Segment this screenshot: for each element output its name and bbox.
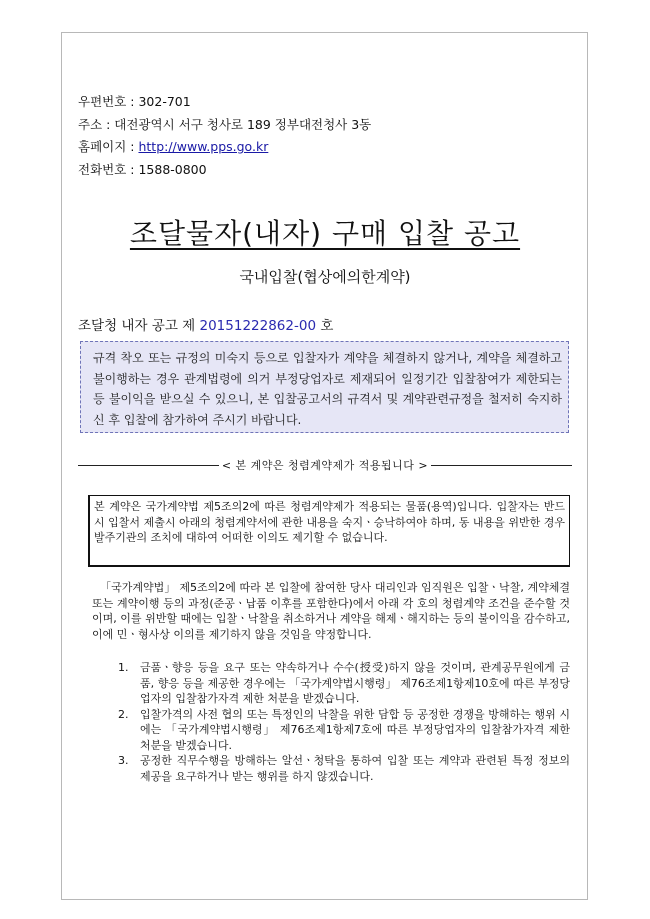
notice-number-value: 20151222862-00 [199, 318, 317, 334]
notice-suffix: 호 [316, 318, 334, 334]
homepage [78, 136, 371, 159]
integrity-header [78, 458, 572, 472]
warning-box: 규격 착오 또는 규정의 미숙지 등으로 입찰자가 계약을 체결하지 않거나, 계약을 체결하고 불이행하는 경우 관계법령에 의거 부정당업자로 제재되어 일정기간 입찰참여가 제한되는 등 불이익을 받으실 수 있으니, 본 입찰공고서의 규격서 및 계약관련규정을 철저히 숙지하신 후 입찰에 참가하여 주시기 바랍니다. [80, 341, 569, 433]
page-subtitle: 국내입찰(협상에의한계약) [239, 268, 411, 286]
list-item: 2. 입찰가격의 사전 협의 또는 특정인의 낙찰을 위한 담합 등 공정한 경쟁을 방해하는 행위 시에는 「국가계약법시행령」 제76조제1항제7호에 따른 부정당업자의 입찰참가자격 제한 처분을 받겠습니다. [118, 707, 570, 752]
notice-prefix: 조달청 내자 공고 제 [78, 318, 200, 334]
integrity-pledge: 「국가계약법」 제5조의2에 따라 본 입찰에 참여한 당사 대리인과 임직원은 입찰ㆍ낙찰, 계약체결 또는 계약이행 등의 과정(준공ㆍ납품 이후를 포함한다)에서 아래 각 호의 청렴계약 조건을 준수할 것이며, 이를 위반할 때에는 입찰ㆍ낙찰을 취소하거나 계약을 해제ㆍ해지하는 등의 불이익을 감수하고, 이에 민ㆍ형사상 이의를 제기하지 않을 것임을 약정합니다. [92, 581, 570, 641]
integrity-header-text: < 본 계약은 청렴계약제가 적용됩니다 > [219, 459, 431, 472]
notice-number [78, 314, 333, 334]
pledge-items [118, 660, 570, 784]
homepage-link[interactable]: http://www.pps.go.kr [138, 139, 269, 154]
address: 주소 : 대전광역시 서구 청사로 189 정부대전청사 3동 [78, 116, 372, 132]
page-title: 조달물자(내자) 구매 입찰 공고 [129, 217, 521, 250]
list-item: 1. 금품ㆍ향응 등을 요구 또는 약속하거나 수수(授受)하지 않을 것이며, 관계공무원에게 금품, 향응 등을 제공한 경우에는 「국가계약법시행령」 제76조제1항제10호에 따른 부정당업자의 입찰참가자격 제한 처분을 받겠습니다. [118, 661, 570, 705]
contact-info [78, 91, 371, 181]
homepage-label: 홈페이지 : [78, 139, 139, 154]
postal-code: 우편번호 : 302-701 [78, 94, 191, 109]
integrity-notice-box: 본 계약은 국가계약법 제5조의2에 따른 청렴계약제가 적용되는 물품(용역)입니다. 입찰자는 반드시 입찰서 제출시 아래의 청렴계약서에 관한 내용을 숙지ㆍ승낙하여야 하며, 동 내용을 위반한 경우 발주기관의 조치에 대하여 어떠한 이의도 제기할 수 없습니다. [88, 495, 570, 567]
list-item: 3. 공정한 직무수행을 방해하는 알선ㆍ청탁을 통하여 입찰 또는 계약과 관련된 특정 정보의 제공을 요구하거나 받는 행위를 하지 않겠습니다. [118, 754, 570, 783]
phone-number: 전화번호 : 1588-0800 [78, 161, 207, 177]
